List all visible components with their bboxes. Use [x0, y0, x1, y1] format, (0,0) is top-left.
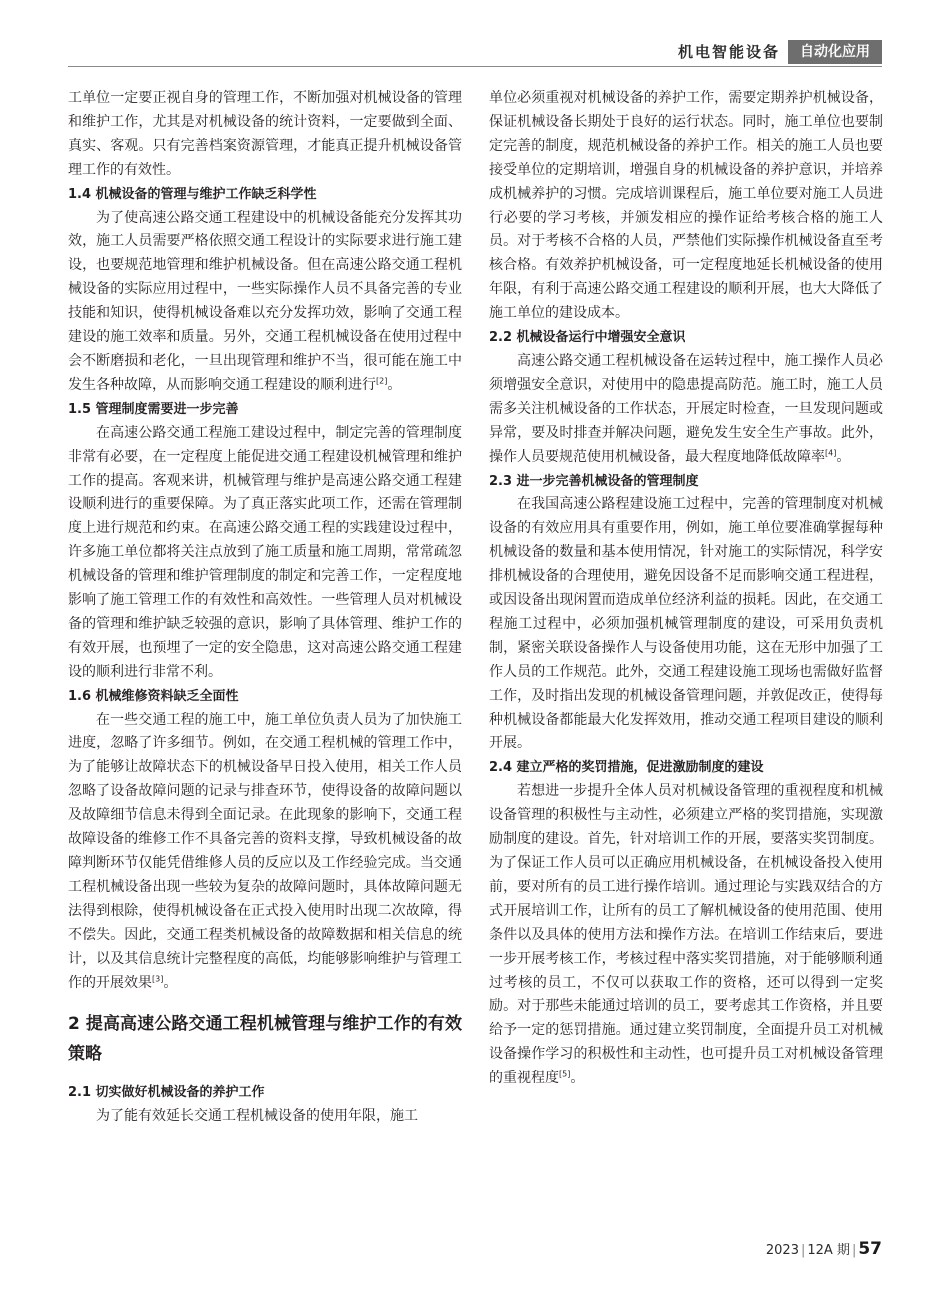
- page-number: 57: [858, 1239, 882, 1259]
- paragraph-text: 高速公路交通工程机械设备在运转过程中，施工操作人员必须增强安全意识，对使用中的隐患提高防范。施工时，施工人员需多关注机械设备的工作状态，开展定时检查，一旦发现问题或异常，要及时排查并解决问题，避免发生安全生产事故。此外，操作人员要规范使用机械设备，最大程度地降低故障率: [489, 352, 883, 465]
- citation-ref: [2]: [376, 376, 388, 386]
- paragraph-2-4: 若想进一步提升全体人员对机械设备管理的重视程度和机械设备管理的积极性与主动性，必须建立严格的奖罚措施，实现激励制度的建设。首先，针对培训工作的开展，要落实奖罚制度。为了保证工作人员可以正确应用机械设备，在机械设备投入使用前，要对所有的员工进行操作培训。通过理论与实践双结合的方式开展培训工作，让所有的员工了解机械设备的使用范围、使用条件以及具体的使用方法和操作方法。在培训工作结束后，要进一步开展考核工作，考核过程中落实奖罚措施，对于能够顺利通过考核的员工，不仅可以获取工作的资格，还可以得到一定奖励。对于那些未能通过培训的员工，要考虑其工作资格，并且要给予一定的惩罚措施。通过建立奖罚制度，全面提升员工对机械设备操作学习的积极性和主动性，也可提升员工对机械设备管理的重视程度[5]。: [489, 783, 883, 1087]
- paragraph-1-6: 在一些交通工程的施工中，施工单位负责人员为了加快施工进度，忽略了许多细节。例如，在交通工程机械的管理工作中，为了能够让故障状态下的机械设备早日投入使用，相关工作人员忽略了设备故障问题的记录与排查环节，使得设备的故障问题以及故障细节信息未得到全面记录。在此现象的影响下，交通工程故障设备的维修工作不具备完善的资料支撑，导致机械设备的故障判断环节仅能凭借维修人员的反应以及工作经验完成。当交通工程机械设备出现一些较为复杂的故障问题时，具体故障问题无法得到根除，使得机械设备在正式投入使用时出现二次故障，得不偿失。因此，交通工程类机械设备的故障数据和相关信息的统计，以及其信息统计完整程度的高低，均能够影响维护与管理工作的开展效果[3]。: [68, 711, 462, 991]
- footer-separator: |: [800, 1243, 806, 1258]
- paragraph-text: 在一些交通工程的施工中，施工单位负责人员为了加快施工进度，忽略了许多细节。例如，在交通工程机械的管理工作中，为了能够让故障状态下的机械设备早日投入使用，相关工作人员忽略了设备故障问题的记录与排查环节，使得设备的故障问题以及故障细节信息未得到全面记录。在此现象的影响下，交通工程故障设备的维修工作不具备完善的资料支撑，导致机械设备的故障判断环节仅能凭借维修人员的反应以及工作经验完成。当交通工程机械设备出现一些较为复杂的故障问题时，具体故障问题无法得到根除，使得机械设备在正式投入使用时出现二次故障，得不偿失。因此，交通工程类机械设备的故障数据和相关信息的统计，以及其信息统计完整程度的高低，均能够影响维护与管理工作的开展效果: [68, 711, 462, 991]
- section-tag: 自动化应用: [788, 40, 882, 64]
- right-column: [489, 87, 883, 1091]
- section-heading-1-5: 1.5 管理制度需要进一步完善: [68, 401, 239, 417]
- paragraph-1-4: 为了使高速公路交通工程建设中的机械设备能充分发挥其功效，施工人员需要严格依照交通工程设计的实际要求进行施工建设，也要规范地管理和维护机械设备。但在高速公路交通工程机械设备的实际应用过程中，一些实际操作人员不具备完善的专业技能和知识，使得机械设备难以充分发挥功效，影响了交通工程建设的施工效率和质量。另外，交通工程机械设备在使用过程中会不断磨损和老化，一旦出现管理和维护不当，很可能在施工中发生各种故障，从而影响交通工程建设的顺利进行[2]。: [68, 209, 462, 393]
- header-divider: [68, 66, 882, 67]
- section-heading-2-3: 2.3 进一步完善机械设备的管理制度: [489, 473, 699, 489]
- chapter-heading-2: 2 提高高速公路交通工程机械管理与维护工作的有效策略: [68, 1014, 462, 1065]
- section-heading-1-6: 1.6 机械维修资料缺乏全面性: [68, 688, 239, 704]
- citation-ref: [5]: [559, 1069, 571, 1079]
- section-heading-1-4: 1.4 机械设备的管理与维护工作缺乏科学性: [68, 186, 317, 202]
- paragraph-2-1-continued: 单位必须重视对机械设备的养护工作，需要定期养护机械设备，保证机械设备长期处于良好的运行状态。同时，施工单位也要制定完善的制度，规范机械设备的养护工作。相关的施工人员也要接受单位的定期培训，增强自身的机械设备的养护意识，并培养成机械养护的习惯。完成培训课程后，施工单位要对施工人员进行必要的学习考核，并颁发相应的操作证给考核合格的施工人员。对于考核不合格的人员，严禁他们实际操作机械设备直至考核合格。有效养护机械设备，可一定程度地延长机械设备的使用年限，有利于高速公路交通工程建设的顺利开展，也大大降低了施工单位的建设成本。: [489, 90, 883, 322]
- paragraph-text: 若想进一步提升全体人员对机械设备管理的重视程度和机械设备管理的积极性与主动性，必须建立严格的奖罚措施，实现激励制度的建设。首先，针对培训工作的开展，要落实奖罚制度。为了保证工作人员可以正确应用机械设备，在机械设备投入使用前，要对所有的员工进行操作培训。通过理论与实践双结合的方式开展培训工作，让所有的员工了解机械设备的使用范围、使用条件以及具体的使用方法和操作方法。在培训工作结束后，要进一步开展考核工作，考核过程中落实奖罚措施，对于能够顺利通过考核的员工，不仅可以获取工作的资格，还可以得到一定奖励。对于那些未能通过培训的员工，要考虑其工作资格，并且要给予一定的惩罚措施。通过建立奖罚制度，全面提升员工对机械设备操作学习的积极性和主动性，也可提升员工对机械设备管理的重视程度: [489, 783, 883, 1087]
- left-column: [68, 87, 462, 1129]
- paragraph-continued: 工单位一定要正视自身的管理工作，不断加强对机械设备的管理和维护工作，尤其是对机械设备的统计资料，一定要做到全面、真实、客观。只有完善档案资源管理，才能真正提升机械设备管理工作的有效性。: [68, 90, 462, 178]
- paragraph-2-1: 为了能有效延长交通工程机械设备的使用年限，施工: [96, 1108, 418, 1125]
- footer-year: 2023: [765, 1243, 799, 1258]
- paragraph-2-3: 在我国高速公路程建设施工过程中，完善的管理制度对机械设备的有效应用具有重要作用，例如，施工单位要准确掌握每种机械设备的数量和基本使用情况，针对施工的实际情况，科学安排机械设备的合理使用，避免因设备不足而影响交通工程进程，或因设备出现闲置而造成单位经济利益的损耗。因此，在交通工程施工过程中，必须加强机械管理制度的建设，可采用负责机制，紧密关联设备操作人与设备使用功能，这在无形中加强了工作人员的工作规范。此外，交通工程建设施工现场也需做好监督工作，及时指出发现的机械设备管理问题，并敦促改正，使得每种机械设备都能最大化发挥效用，推动交通工程项目建设的顺利开展。: [489, 496, 883, 752]
- section-heading-2-1: 2.1 切实做好机械设备的养护工作: [68, 1085, 265, 1101]
- footer-separator: |: [851, 1243, 857, 1258]
- paragraph-text: 为了使高速公路交通工程建设中的机械设备能充分发挥其功效，施工人员需要严格依照交通工程设计的实际要求进行施工建设，也要规范地管理和维护机械设备。但在高速公路交通工程机械设备的实际应用过程中，一些实际操作人员不具备完善的专业技能和知识，使得机械设备难以充分发挥功效，影响了交通工程建设的施工效率和质量。另外，交通工程机械设备在使用过程中会不断磨损和老化，一旦出现管理和维护不当，很可能在施工中发生各种故障，从而影响交通工程建设的顺利进行: [68, 209, 462, 393]
- citation-ref: [4]: [825, 447, 837, 457]
- section-heading-2-2: 2.2 机械设备运行中增强安全意识: [489, 330, 686, 346]
- paragraph-2-2: 高速公路交通工程机械设备在运转过程中，施工操作人员必须增强安全意识，对使用中的隐患提高防范。施工时，施工人员需多关注机械设备的工作状态，开展定时检查，一旦发现问题或异常，要及时排查并解决问题，避免发生安全生产事故。此外，操作人员要规范使用机械设备，最大程度地降低故障率[4]。: [489, 352, 883, 465]
- section-heading-2-4: 2.4 建立严格的奖罚措施，促进激励制度的建设: [489, 760, 764, 776]
- paragraph-1-5: 在高速公路交通工程施工建设过程中，制定完善的管理制度非常有必要，在一定程度上能促进交通工程建设机械管理和维护工作的提高。客观来讲，机械管理与维护是高速公路交通工程建设顺利进行的重要保障。为了真正落实此项工作，还需在管理制度上进行规范和约束。在高速公路交通工程的实践建设过程中，许多施工单位都将关注点放到了施工质量和施工周期，常常疏忽机械设备的管理和维护管理制度的制定和完善工作，一定程度地影响了施工管理工作的有效性和高效性。一些管理人员对机械设备的管理和维护缺乏较强的意识，影响了具体管理、维护工作的有效开展，也预埋了一定的安全隐患，这对高速公路交通工程建设的顺利进行非常不利。: [68, 424, 462, 680]
- citation-ref: [3]: [152, 973, 164, 983]
- journal-name: 机电智能设备: [677, 43, 780, 61]
- footer-issue: 12A 期: [807, 1243, 850, 1258]
- page-footer: [700, 1238, 882, 1260]
